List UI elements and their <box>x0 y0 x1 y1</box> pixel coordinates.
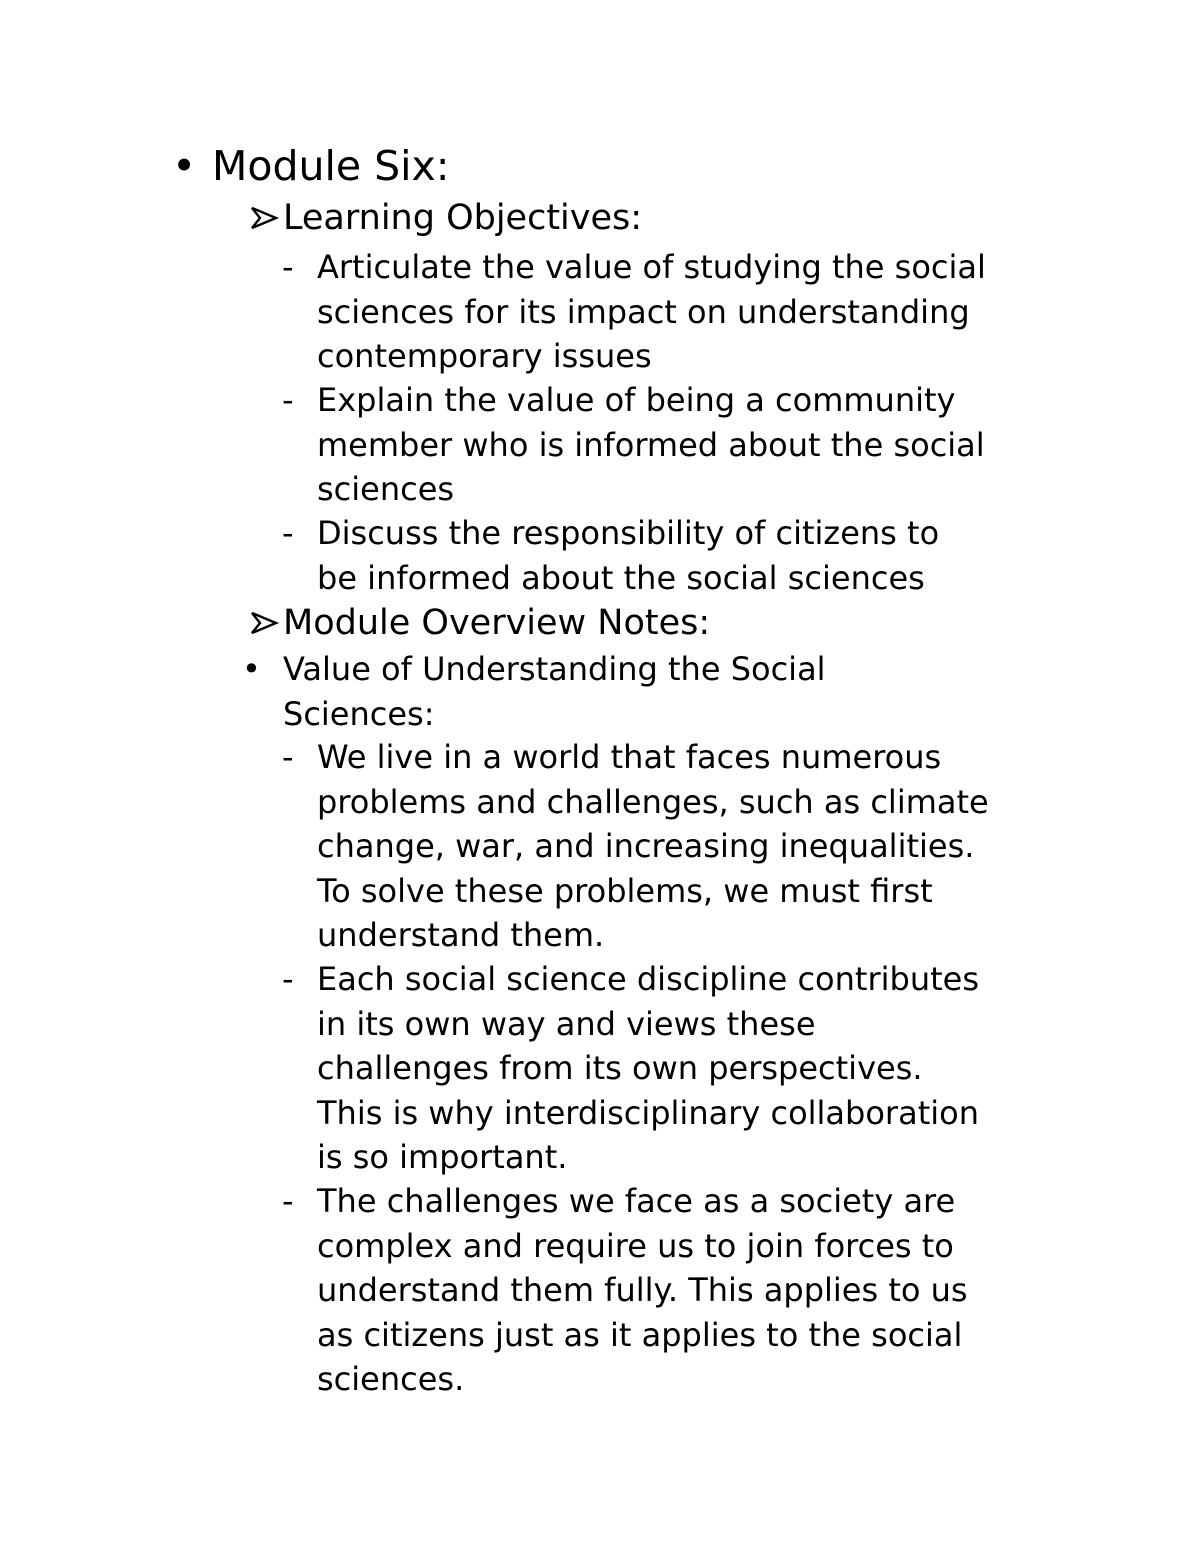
objective-item-text: Explain the value of being a community member who is informed about the social sciences <box>317 381 985 508</box>
dash-bullet-icon: - <box>282 1182 294 1220</box>
section-heading-module-overview: Module Overview Notes: <box>283 603 711 643</box>
dash-bullet-icon: - <box>282 248 294 286</box>
dash-bullet-icon: - <box>282 738 294 776</box>
note-item <box>317 957 1077 1180</box>
bullet-icon: • <box>242 650 261 688</box>
note-item <box>317 735 1077 958</box>
note-item-text: We live in a world that faces numerous problems and challenges, such as climate change, war, and increasing inequalities. To solve these problems, we must first understand them. <box>317 738 989 954</box>
objective-item <box>317 511 1077 600</box>
section-heading-learning-objectives: Learning Objectives: <box>283 198 643 238</box>
objective-item <box>317 378 1077 512</box>
arrow-bullet-icon <box>246 196 280 240</box>
note-item <box>317 1179 1077 1402</box>
module-title: Module Six: <box>212 142 450 190</box>
objective-item <box>317 245 1077 379</box>
note-item-text: Each social science discipline contributes in its own way and views these challenges from its own perspectives. This is why interdisciplinary collaboration is so important. <box>317 960 979 1176</box>
objective-item-text: Articulate the value of studying the social sciences for its impact on understanding contemporary issues <box>317 248 986 375</box>
dash-bullet-icon: - <box>282 381 294 419</box>
objective-item-text: Discuss the responsibility of citizens to be informed about the social sciences <box>317 514 940 597</box>
arrow-bullet-icon <box>246 601 280 645</box>
dash-bullet-icon: - <box>282 514 294 552</box>
subheading-value-of-understanding: Value of Understanding the Social Sciences: <box>283 650 826 733</box>
note-item-text: The challenges we face as a society are complex and require us to join forces to understand them fully. This applies to us as citizens just as it applies to the social sciences. <box>317 1182 968 1398</box>
bullet-icon: • <box>172 142 197 190</box>
dash-bullet-icon: - <box>282 960 294 998</box>
